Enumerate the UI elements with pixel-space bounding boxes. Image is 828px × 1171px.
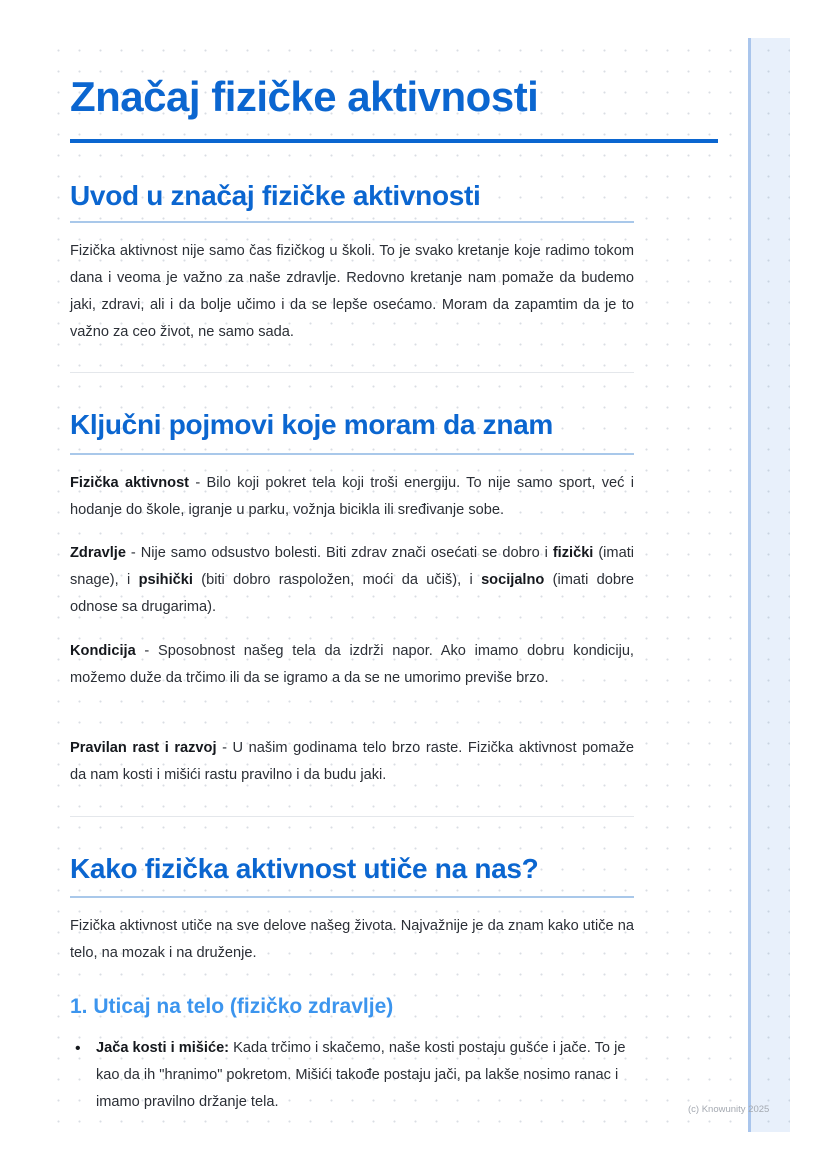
list-item-text: Kada trčimo i skačemo, naše kosti postaju gušće i jače. To je kao da ih "hranimo" pokretom. Mišići takođe postaju jači, pa lakše nosimo ranac i imamo pravilno držanje tela.: [96, 1040, 626, 1110]
term-emphasis: psihički: [138, 572, 193, 588]
term-definition: - Bilo koji pokret tela koji troši energiju. To nije samo sport, već i hodanje do škole, igranje u parku, vožnja bicikla ili sređivanje sobe.: [70, 475, 634, 518]
term-label: Fizička aktivnost: [70, 475, 190, 491]
document-title: Značaj fizičke aktivnosti: [70, 73, 539, 120]
section-divider: [70, 372, 634, 373]
term-physical-activity: [70, 470, 634, 524]
term-definition: (imati dobre odnose sa drugarima).: [70, 572, 634, 615]
term-emphasis: socijalno: [481, 572, 545, 588]
term-growth: [70, 735, 634, 789]
bullet-icon: •: [75, 1040, 81, 1057]
side-margin-strip: [748, 38, 790, 1132]
term-definition: - Nije samo odsustvo bolesti. Biti zdrav znači osećati se dobro i: [125, 545, 553, 561]
term-definition: (imati snage), i: [70, 545, 634, 588]
term-emphasis: fizički: [552, 545, 594, 561]
section-underline: [70, 453, 634, 455]
term-label: Kondicija: [70, 643, 136, 659]
section-heading-effects: Kako fizička aktivnost utiče na nas?: [70, 853, 539, 884]
section-divider: [70, 816, 634, 817]
section-heading-intro: Uvod u značaj fizičke aktivnosti: [70, 180, 481, 211]
list-item-lead: Jača kosti i mišiće:: [96, 1040, 230, 1056]
intro-paragraph: Fizička aktivnost nije samo čas fizičkog u školi. To je svako kretanje koje radimo tokom dana i veoma je važno za naše zdravlje. Redovno kretanje nam pomaže da budemo jaki, zdravi, ali i da bolje učimo i da se lepše osećamo. Moram da zapamtim da je to važno za ceo život, ne samo sada.: [70, 243, 634, 340]
term-definition: - Sposobnost našeg tela da izdrži napor. Ako imamo dobru kondiciju, možemo duže da trčimo ili da se igramo a da se ne umorimo previše brzo.: [70, 643, 634, 686]
term-health: [70, 540, 634, 621]
term-definition: - U našim godinama telo brzo raste. Fizička aktivnost pomaže da nam kosti i mišići rastu pravilno i da budu jaki.: [70, 740, 634, 783]
title-underline: [70, 139, 718, 143]
list-item: [70, 1035, 640, 1116]
term-fitness: [70, 638, 634, 692]
subsection-heading-body: 1. Uticaj na telo (fizičko zdravlje): [70, 995, 394, 1018]
copyright-footer: (c) Knowunity 2025: [688, 1104, 770, 1115]
effects-paragraph: Fizička aktivnost utiče na sve delove našeg života. Najvažnije je da znam kako utiče na telo, na mozak i na druženje.: [70, 918, 634, 961]
body-effects-list: [70, 1035, 640, 1116]
term-label: Pravilan rast i razvoj: [70, 740, 217, 756]
section-heading-key-terms: Ključni pojmovi koje moram da znam: [70, 409, 554, 440]
section-underline: [70, 221, 634, 223]
term-definition: (biti dobro raspoložen, moći da učiš), i: [192, 572, 482, 588]
term-label: Zdravlje: [70, 545, 126, 561]
section-underline: [70, 896, 634, 898]
